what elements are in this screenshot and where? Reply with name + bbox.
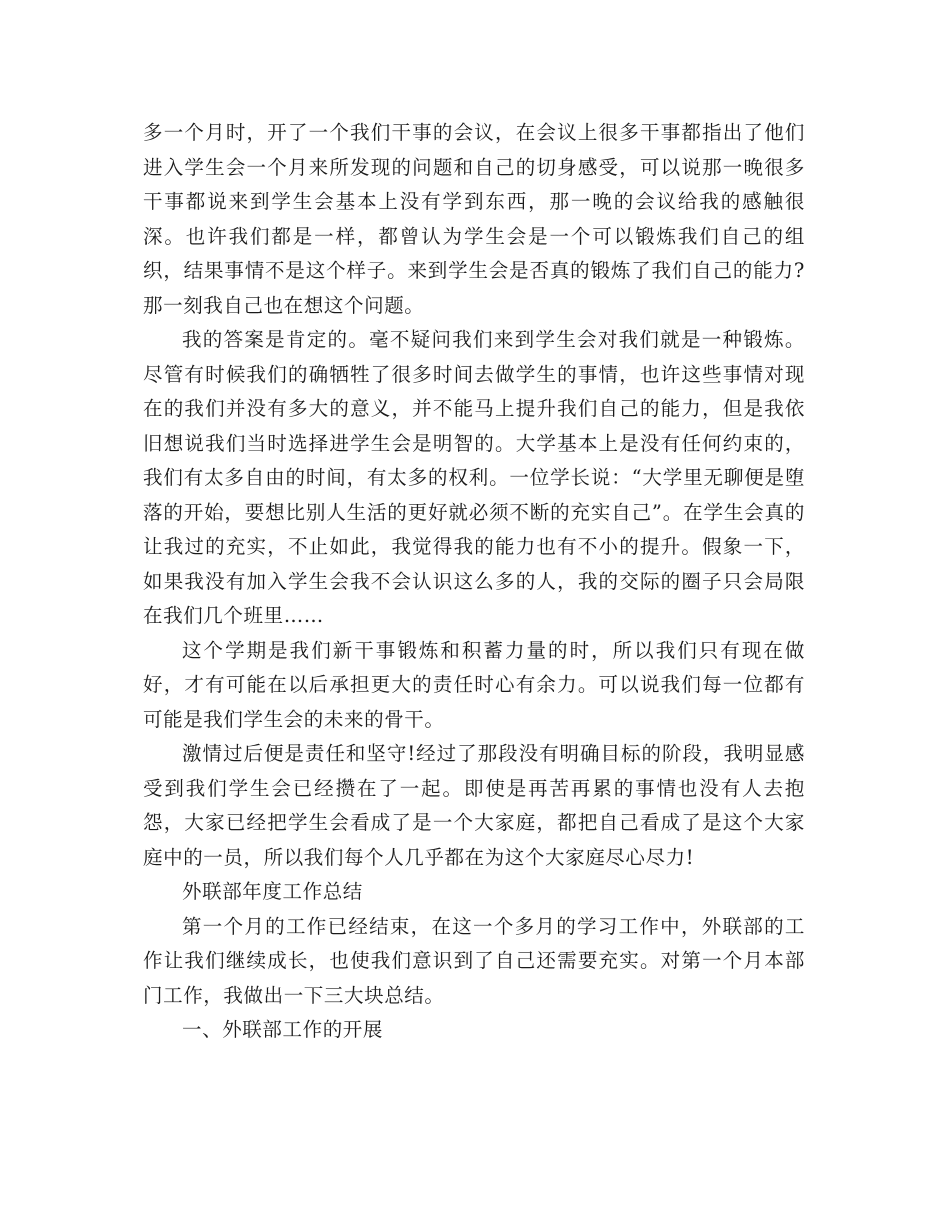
paragraph-3: 这个学期是我们新干事锻炼和积蓄力量的时，所以我们只有现在做好，才有可能在以后承担更大的责任时心有余力。可以说我们每一位都有可能是我们学生会的未来的骨干。 bbox=[143, 638, 805, 731]
paragraph-2: 我的答案是肯定的。毫不疑问我们来到学生会对我们就是一种锻炼。尽管有时候我们的确牺牲了很多时间去做学生的事情，也许这些事情对现在的我们并没有多大的意义，并不能马上提升我们自己的能力，但是我依旧想说我们当时选择进学生会是明智的。大学基本上是没有任何约束的，我们有太多自由的时间，有太多的权利。一位学长说：“大学里无聊便是堕落的开始，要想比别人生活的更好就必须不断的充实自己”。在学生会真的让我过的充实，不止如此，我觉得我的能力也有不小的提升。假象一下，如果我没有加入学生会我不会认识这么多的人，我的交际的圈子只会局限在我们几个班里…… bbox=[143, 328, 805, 627]
subsection-heading: 一、外联部工作的开展 bbox=[182, 1018, 384, 1041]
paragraph-1: 多一个月时，开了一个我们干事的会议，在会议上很多干事都指出了他们进入学生会一个月来所发现的问题和自己的切身感受，可以说那一晚很多干事都说来到学生会基本上没有学到东西，那一晚的会议给我的感触很深。也许我们都是一样，都曾认为学生会是一个可以锻炼我们自己的组织，结果事情不是这个样子。来到学生会是否真的锻炼了我们自己的能力?那一刻我自己也在想这个问题。 bbox=[143, 121, 805, 317]
paragraph-5: 第一个月的工作已经结束，在这一个多月的学习工作中，外联部的工作让我们继续成长，也使我们意识到了自己还需要充实。对第一个月本部门工作，我做出一下三大块总结。 bbox=[143, 914, 805, 1007]
section-heading: 外联部年度工作总结 bbox=[182, 880, 363, 903]
paragraph-4: 激情过后便是责任和坚守!经过了那段没有明确目标的阶段，我明显感受到我们学生会已经攒在了一起。即使是再苦再累的事情也没有人去抱怨，大家已经把学生会看成了是一个大家庭，都把自己看成了是这个大家庭中的一员，所以我们每个人几乎都在为这个大家庭尽心尽力! bbox=[143, 742, 805, 869]
document-page bbox=[143, 116, 805, 1048]
